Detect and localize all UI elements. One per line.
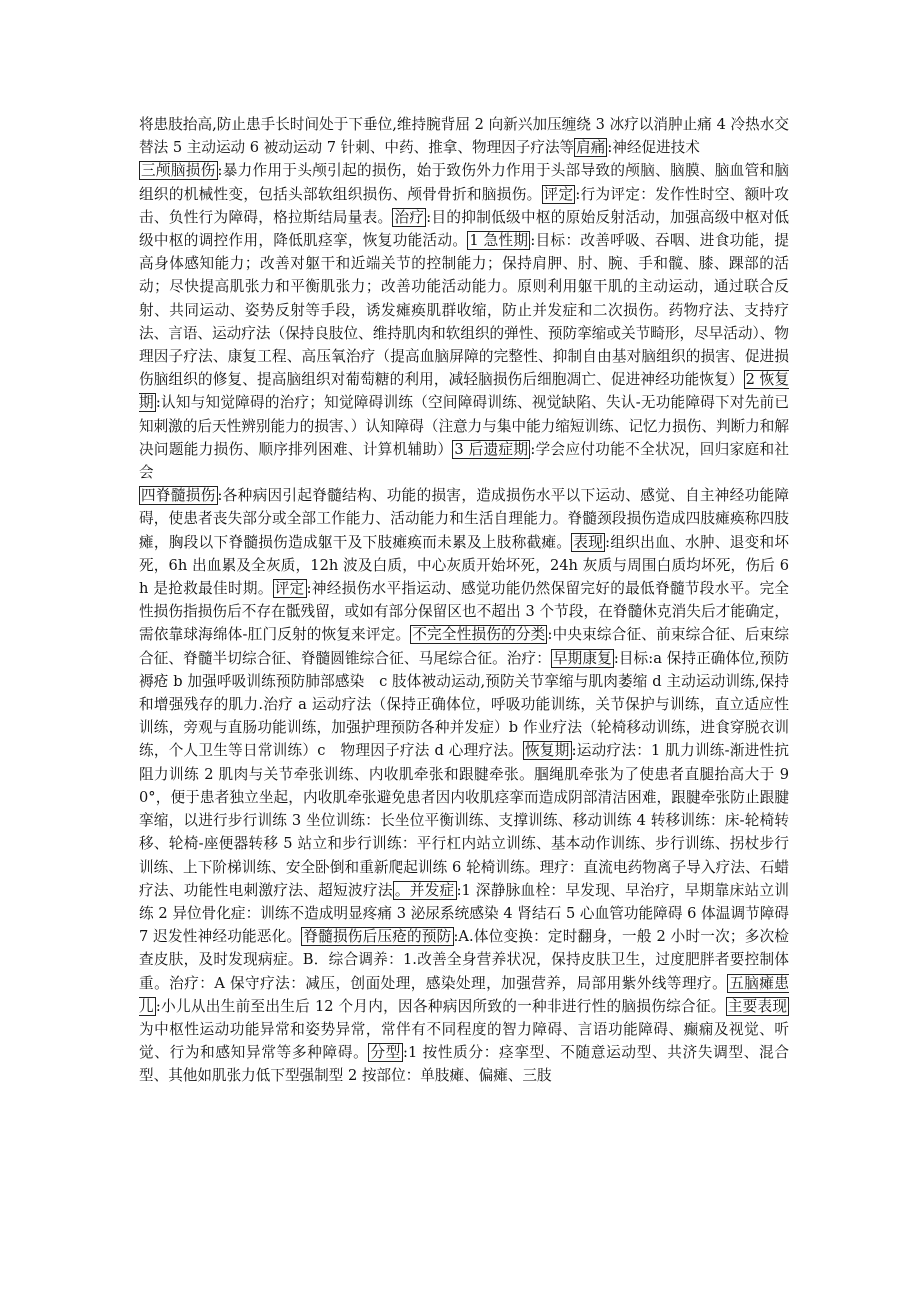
text-run: :1 按性质分：痉挛型、不随意运动型、共济失调型、混合型、其他如肌张力低下型强制型 2 按部位：单肢瘫、偏瘫、三肢 bbox=[139, 1044, 789, 1085]
boxed-heading: 四脊髓损伤 bbox=[141, 487, 216, 505]
boxed-heading: 2 恢复期 bbox=[139, 371, 789, 412]
boxed-heading: 三颅脑损伤 bbox=[141, 162, 216, 180]
text-run: :认知与知觉障碍的治疗；知觉障碍训练（空间障碍训练、视觉缺陷、失认-无功能障碍下对先前已知刺激的后天性辨别能力的损害、）认知障碍（注意力与集中能力缩短训练、记忆力损伤、判断力和解决问题能力损伤、顺序排列困难、计算机辅助） bbox=[139, 394, 789, 458]
paragraph-p1 bbox=[139, 113, 789, 159]
boxed-heading: 评定 bbox=[274, 580, 305, 598]
text-run: :中央束综合征、前束综合征、后束综合征、脊髓半切综合征、脊髓圆锥综合征、马尾综合征。治疗： bbox=[139, 626, 789, 667]
text-run: :组织出血、水肿、退变和坏死，6h 出血累及全灰质，12h 波及白质，中心灰质开始坏死，24h 灰质与周围白质均坏死，伤后 6h 是抢救最佳时期。 bbox=[139, 533, 789, 598]
text-run: :暴力作用于头颅引起的损伤，始于致伤外力作用于头部导致的颅脑、脑膜、脑血管和脑组织的机械性变，包括头部软组织损伤、颅骨骨折和脑损伤。 bbox=[139, 162, 789, 203]
text-run: :小儿从出生前至出生后 12 个月内，因各种病因所致的一种非进行性的脑损伤综合征。 bbox=[155, 997, 726, 1015]
text-run: :目标：改善呼吸、吞咽、进食功能，提高身体感知能力；改善对躯干和近端关节的控制能力；保持肩胛、肘、腕、手和髋、膝、踝部的活动；尽快提高肌张力和平衡肌张力；改善功能活动能力。原则利用躯干肌的主动运动，通过联合反射、共同运动、姿势反射等手段，诱发瘫痪肌群收缩，防止并发症和二次损伤。药物疗法、支持疗法、言语、运动疗法（保持良肢位、维持肌肉和软组织的弹性、预防挛缩或关节畸形，尽早活动）、物理因子疗法、康复工程、高压氧治疗（提高血脑屏障的完整性、抑制自由基对脑组织的损害、促进损伤脑组织的修复、提高脑组织对葡萄糖的利用，减轻脑损伤后细胞凋亡、促进神经功能恢复） bbox=[139, 232, 789, 389]
text-run: :神经促进技术 bbox=[607, 139, 700, 157]
boxed-heading: 评定 bbox=[543, 185, 574, 203]
text-run: 将患肢抬高,防止患手长时间处于下垂位,维持腕背屈 2 向新兴加压缠绕 3 冰疗以消肿止痛 4 冷热水交替法 5 主动运动 6 被动运动 7 针刺、中药、推拿、物理因子疗法等 bbox=[139, 116, 789, 157]
text-run: :目标:a 保持正确体位,预防褥疮 b 加强呼吸训练预防肺部感染 c 肢体被动运动,预防关节挛缩与肌肉萎缩 d 主动运动训练,保持和增强残存的肌力.治疗 a 运动疗法（保持正确体位，呼吸功能训练，关节保护与训练，直立适应性训练，旁观与直肠功能训练，加强护理预防各种并发症）b 作业疗法（轮椅移动训练，进食穿脱衣训练，个人卫生等日常训练）c 物理因子疗法 d 心理疗法。 bbox=[139, 649, 789, 760]
boxed-heading: 脊髓损伤后压疮的预防 bbox=[303, 928, 452, 946]
boxed-heading: 。并发症 bbox=[394, 881, 455, 899]
text-run: :A.体位变换：定时翻身，一般 2 小时一次；多次检查皮肤，及时发现病症。B．综合调养：1.改善全身营养状况，保持皮肤卫生，过度肥胖者要控制体重。治疗：A 保守疗法：减压，创面处理，感染处理，加强营养，局部用紫外线等理疗。 bbox=[139, 928, 789, 992]
boxed-heading: 恢复期 bbox=[525, 742, 570, 760]
paragraph-p3 bbox=[139, 484, 789, 1087]
text-run: :神经损伤水平指运动、感觉功能仍然保留完好的最低脊髓节段水平。完全性损伤指损伤后不存在骶残留，或如有部分保留区也不超出 3 个节段，在脊髓休克消失后才能确定，需依靠球海绵体-肛门反射的恢复来评定。 bbox=[139, 580, 789, 644]
boxed-heading: 1 急性期 bbox=[469, 232, 529, 250]
text-run: 为中枢性运动功能异常和姿势异常，常伴有不同程度的智力障碍、言语功能障碍、癫痫及视觉、听觉、行为和感知异常等多种障碍。 bbox=[139, 1020, 789, 1062]
boxed-heading: 治疗 bbox=[394, 208, 425, 226]
text-run: :各种病因引起脊髓结构、功能的损害，造成损伤水平以下运动、感觉、自主神经功能障碍，使患者丧失部分或全部工作能力、活动能力和生活自理能力。脊髓颈段损伤造成四肢瘫痪称四肢瘫，胸段以下脊髓损伤造成躯干及下肢瘫痪而未累及上肢称截瘫。 bbox=[139, 487, 789, 551]
text-run: :行为评定：发作性时空、额叶攻击、负性行为障碍，格拉斯结局量表。 bbox=[139, 185, 789, 226]
text-run: :学会应付功能不全状况，回归家庭和社会 bbox=[139, 440, 789, 482]
boxed-heading: 表现 bbox=[573, 533, 604, 551]
paragraph-p2 bbox=[139, 159, 789, 484]
document-body bbox=[139, 113, 789, 1088]
boxed-heading: 五脑瘫患儿 bbox=[139, 974, 789, 1015]
boxed-heading: 不完全性损伤的分类 bbox=[412, 626, 546, 644]
boxed-heading: 3 后遗症期 bbox=[454, 440, 529, 458]
text-run: :1 深静脉血栓：早发现、早治疗，早期靠床站立训练 2 异位骨化症：训练不造成明显疼痛 3 泌尿系统感染 4 肾结石 5 心血管功能障碍 6 体温调节障碍 7 迟发性神经功能恶化。 bbox=[139, 881, 789, 946]
text-run: :目的抑制低级中枢的原始反射活动，加强高级中枢对低级中枢的调控作用，降低肌痉挛，恢复功能活动。 bbox=[139, 208, 789, 250]
boxed-heading: 早期康复 bbox=[552, 649, 612, 667]
text-run: :运动疗法：1 肌力训练-渐进性抗阻力训练 2 肌肉与关节牵张训练、内收肌牵张和跟腱牵张。腘绳肌牵张为了使患者直腿抬高大于 90°，便于患者独立坐起，内收肌牵张避免患者因内收肌痉挛而造成阴部清洁困难，跟腱牵张防止跟腱挛缩，以进行步行训练 3 坐位训练：长坐位平衡训练、支撑训练、移动训练 4 转移训练：床-轮椅转移、轮椅-座便器转移 5 站立和步行训练：平行杠内站立训练、基本动作训练、步行训练、拐杖步行训练、上下阶梯训练、安全卧倒和重新爬起训练 6 轮椅训练。理疗：直流电药物离子导入疗法、石蜡疗法、功能性电刺激疗法、超短波疗法 bbox=[139, 742, 789, 899]
boxed-heading: 主要表现 bbox=[727, 997, 787, 1015]
boxed-heading: 肩痛 bbox=[576, 139, 606, 157]
boxed-heading: 分型 bbox=[370, 1044, 402, 1062]
